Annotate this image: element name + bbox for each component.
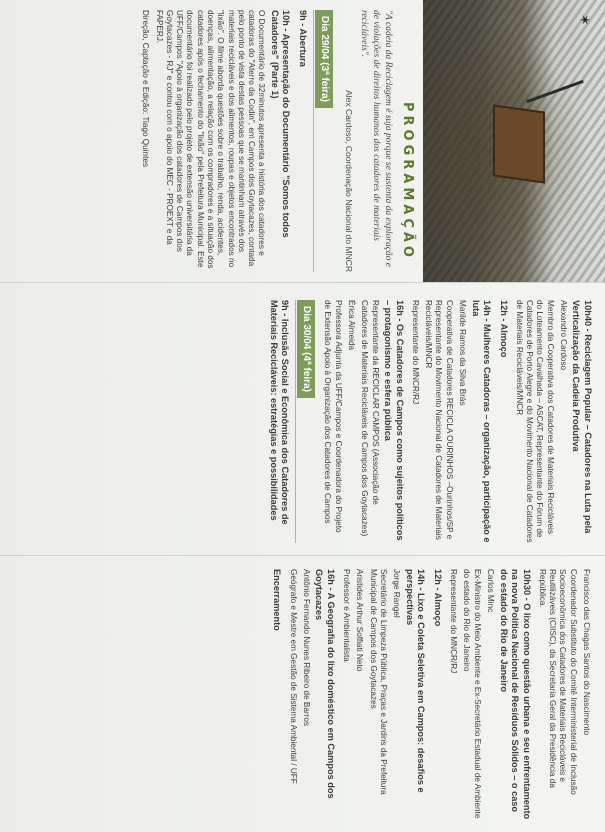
- panel-middle: [0, 282, 605, 555]
- speaker-role: Professora Adjunta da UFF/Campos e Coordenadora do Projeto de Extensão Apoio à Organização dos Catadores de Campos: [323, 300, 343, 533]
- event-almoco-2: [431, 569, 443, 820]
- quote-author: Alex Cardoso, Coordenação Nacional do MNCR: [344, 90, 354, 272]
- event-title: 14h - Mulheres Catadoras – organização, participação e luta: [470, 300, 493, 543]
- event-inclusao-social: [267, 300, 290, 543]
- event-title: 12h - Almoço: [432, 569, 443, 627]
- left-text: [135, 10, 415, 272]
- speaker-role: Ex-Ministro do Meio Ambiente e Ex-Secretário Estadual de Ambiente do estado do Rio de Janeiro: [462, 569, 482, 819]
- panel-left: [0, 0, 605, 282]
- event-title: 12h - Almoço: [498, 300, 509, 358]
- speaker-name: Francisco das Chagas Santos do Nascimento: [582, 569, 591, 736]
- event-description: O Documentário de 32minutos apresenta a história dos catadores e catadoras do "Aterro da Codin", em Campos dos Goytacazes, contada pelo ponto de vista destas pessoas que se mantinham através dos materiais recicláveis e dos alimentos, roupas e objetos encontrados no "lixão". O filme aborda questões sobre o trabalho, renda, acidentes, doenças, alimentação, a relação com os compradores e a situação dos catadores após o fechamento do "lixão" pela Prefeitura Municipal. Este documentário foi realizado pelo projeto de extensão universitária da UFF/Campos "Apoio à organização dos catadores de Campos dos Goytacazes - RJ" e contou com o apoio do MEC - PROEXT e da FAPERJ.: [154, 10, 267, 269]
- speaker-role: Cooperativa de Catadores RECICLA OURINHOS –Ourinhos/SP e Representante do Movimento Nacional de Catadores de Materiais Recicláveis/MNCR: [424, 300, 454, 540]
- panel-right: [0, 555, 605, 832]
- event-coleta-seletiva: [341, 569, 426, 820]
- event-title: 9h - Inclusão Social e Econômica dos Catadores de Materiais Recicláveis: estratégias e possibilidades: [268, 300, 291, 525]
- speaker-rep: Representante da RECICLAR CAMPOS (Associação de Catadores de Materiais Recicláveis de Campos dos Goytacazes): [360, 300, 380, 537]
- event-lixo-questao-urbana: [448, 569, 532, 820]
- speaker-name: Carlos Minc: [486, 569, 496, 613]
- event-abertura: [297, 10, 309, 272]
- speaker-name: Aristides Arthur Soffiati Neto: [355, 569, 365, 672]
- speaker-role: Professor e Ambientalista: [342, 569, 352, 662]
- event-documentario: [140, 10, 292, 272]
- event-title: 16h - A Geografia do lixo doméstico em Campos dos Goytacazes: [314, 569, 336, 799]
- event-encerramento: [271, 569, 283, 820]
- event-title: 16h - Os Catadores de Campos como sujeitos políticos – protagonismo e esfera pública: [383, 300, 405, 541]
- speaker-note: Representante do MNCR/RJ: [449, 569, 459, 674]
- speaker-note: Representante do MNCR/RJ: [410, 300, 420, 405]
- day-badge-2: Dia 30/04 (4ª feira): [297, 300, 315, 398]
- event-title: Encerramento: [272, 569, 283, 631]
- event-almoco: [497, 300, 509, 543]
- event-title: 9h - Abertura: [298, 10, 308, 67]
- speaker-name: Alexandro Cardoso: [559, 300, 568, 371]
- crane-shape: [526, 80, 583, 103]
- speaker-role: Secretário de Limpeza Pública, Praças e Jardins da Prefeitura Municipal de Campos dos Goytacazes: [368, 569, 389, 795]
- event-inclusao-speaker: [537, 569, 591, 820]
- speaker-name: Érica Almeida: [346, 300, 356, 351]
- speaker-role: Coordenador Substituto do Comitê Interministerial de Inclusão Socioeconômica dos Catadores de Materiais Recicláveis e Reutilizáveis (CIISC), da Secretaria Geral da Presidência da República.: [537, 569, 578, 795]
- day-divider: [313, 10, 314, 272]
- event-catadores-sujeitos-politicos: [322, 300, 404, 543]
- speaker-name: Antônio Fernando Nunes Ribeiro de Barros: [301, 569, 311, 727]
- bird-icon: ✶: [577, 14, 593, 26]
- event-title: 10h40 - Reciclagem Popular – Catadores na Luta pela Verticalização da Cadeia Produtiva: [571, 300, 593, 534]
- event-reciclagem-popular: [514, 300, 593, 543]
- landfill-photo: [423, 0, 605, 282]
- day-divider: [295, 300, 296, 543]
- speaker-role: Membro da Cooperativa dos Catadores de Materiais Recicláveis do Loteamento Cavalhada – ASCAT, Representante do Fórum de Catadores de Porto Alegre e do Movimento Nacional de Catadores de Materiais Recicláveis/MNCR: [514, 300, 555, 543]
- speaker-role: Geógrafo e Mestre em Gestão de Sistema Ambiental / UFF: [288, 569, 298, 784]
- day-badge-1: Dia 29/04 (3ª feira): [315, 10, 333, 108]
- speaker-name: Marilde Ramos da Silva Brás: [458, 300, 468, 406]
- event-credit: Direção, Captação e Edição: Tiago Quintes: [141, 10, 151, 168]
- event-title: 14h - Lixo e Coleta Seletiva em Campos: desafios e perspectivas: [404, 569, 427, 793]
- event-mulheres-catadoras: [410, 300, 492, 543]
- event-geografia-lixo: [287, 569, 336, 820]
- event-title: 10h - Apresentação do Documentário "Somos todos Catadores" (Parte 1): [270, 10, 292, 238]
- event-title: 10h30 - O lixo como questão urbana e seu enfrentamento na nova Política Nacional de Resíduos Sólidos – o caso do estado do Rio de Janeiro: [498, 569, 532, 820]
- truck-shape: [493, 104, 545, 183]
- speaker-name: Jorge Rangel: [392, 569, 402, 618]
- quote: "A cadeia da Reciclagem é suja porque se sustenta da exploração e de violações de direitos humanos dos catadores de materiais recicláveis".: [359, 10, 393, 267]
- page-title: PROGRAMAÇÃO: [400, 102, 415, 261]
